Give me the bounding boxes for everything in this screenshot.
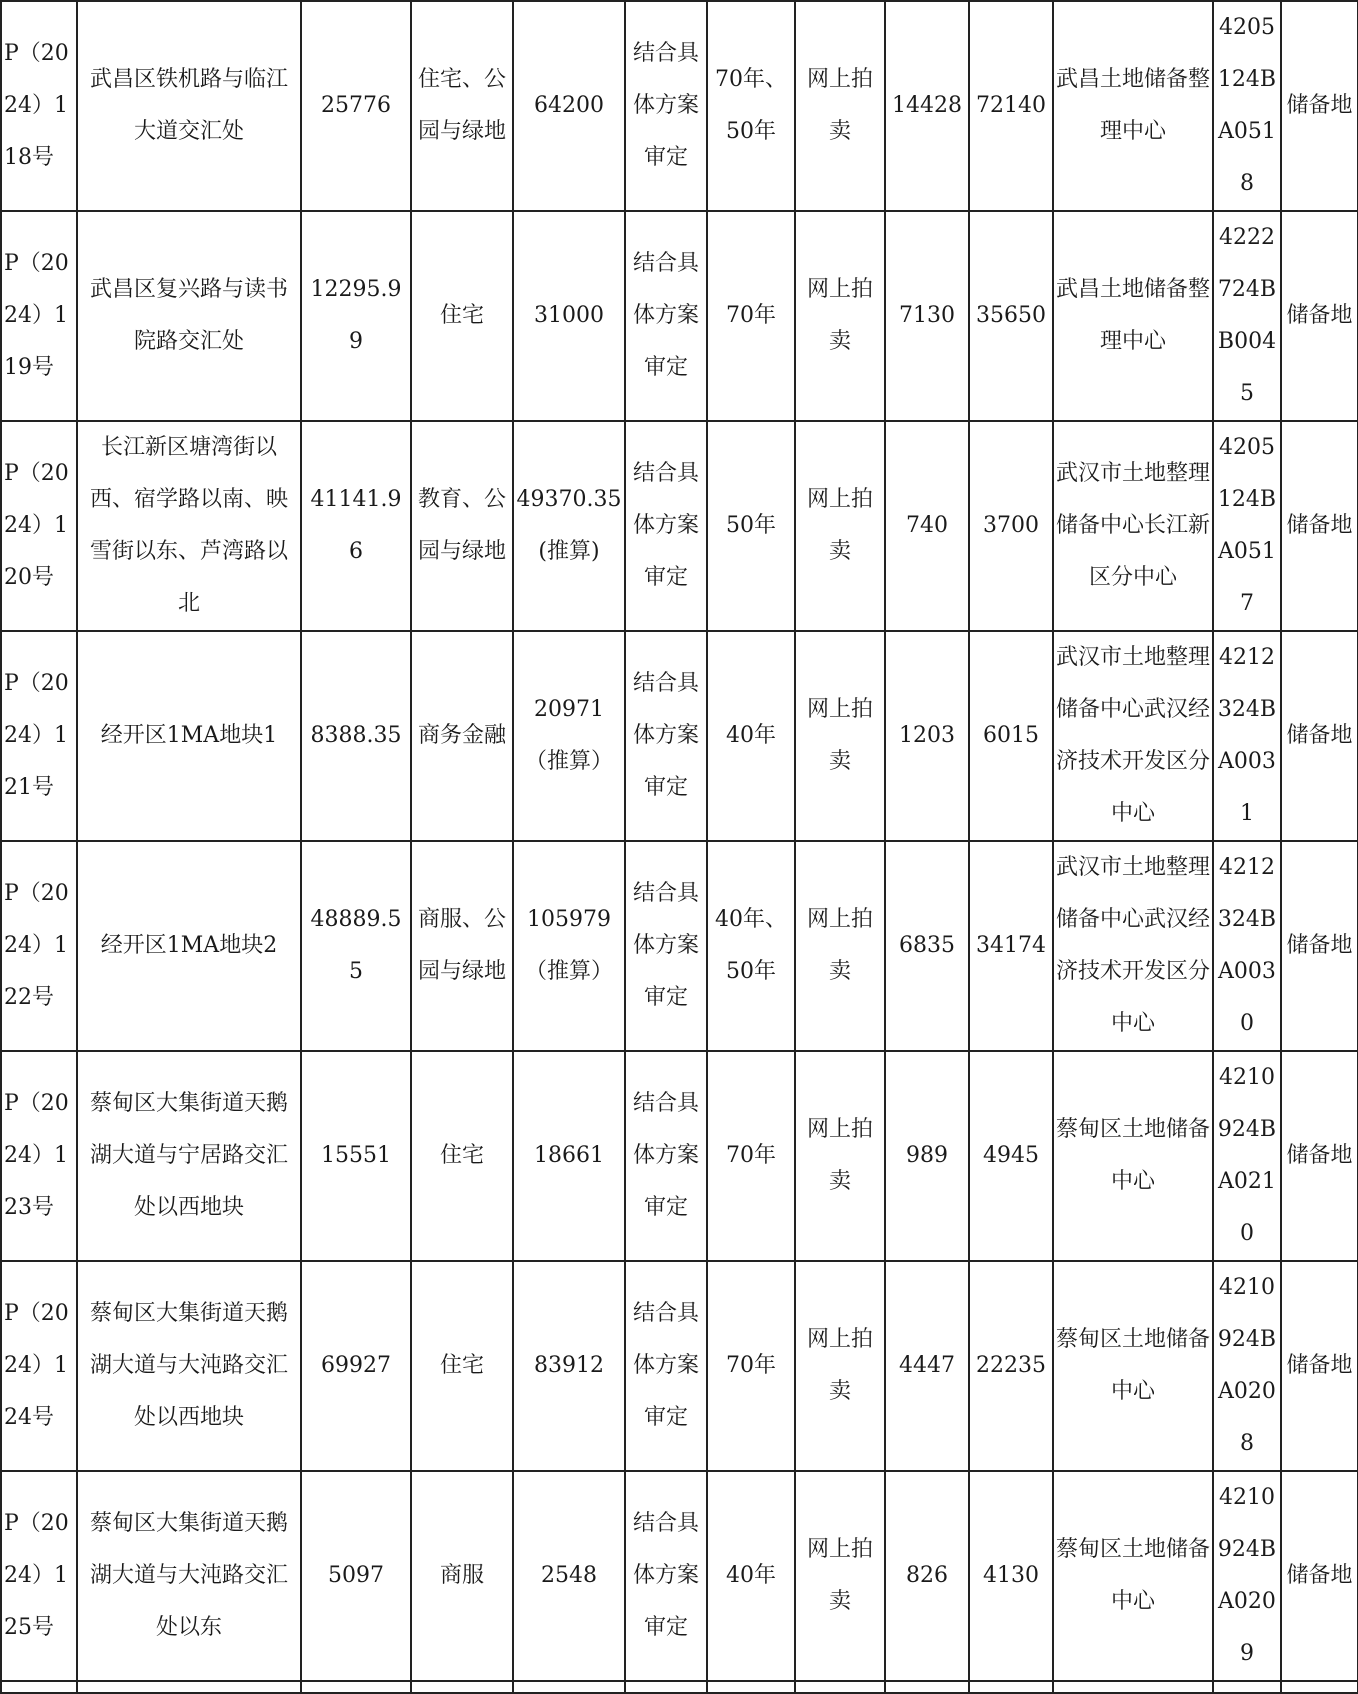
land-type-cell: 储备地 bbox=[1281, 1051, 1358, 1261]
area-cell: 41141.96 bbox=[301, 421, 411, 631]
empty-cell bbox=[1, 1681, 77, 1693]
empty-cell bbox=[411, 1681, 513, 1693]
area-cell: 15551 bbox=[301, 1051, 411, 1261]
land-code-cell: 4210924BA0208 bbox=[1213, 1261, 1281, 1471]
deposit-cell: 6015 bbox=[969, 631, 1053, 841]
planning-cell: 结合具体方案审定 bbox=[625, 1051, 707, 1261]
planning-cell: 结合具体方案审定 bbox=[625, 1261, 707, 1471]
area-cell: 48889.55 bbox=[301, 841, 411, 1051]
location-cell: 武昌区复兴路与读书院路交汇处 bbox=[77, 211, 301, 421]
table-row bbox=[1, 1261, 1358, 1471]
location-cell: 长江新区塘湾街以西、宿学路以南、映雪街以东、芦湾路以北 bbox=[77, 421, 301, 631]
land-code-cell: 4212324BA0031 bbox=[1213, 631, 1281, 841]
table-row bbox=[1, 1, 1358, 211]
land-use-cell: 住宅 bbox=[411, 211, 513, 421]
term-cell: 70年 bbox=[707, 1051, 795, 1261]
deposit-cell: 35650 bbox=[969, 211, 1053, 421]
planning-cell: 结合具体方案审定 bbox=[625, 841, 707, 1051]
land-code-cell: 4210924BA0209 bbox=[1213, 1471, 1281, 1681]
table-row bbox=[1, 211, 1358, 421]
empty-cell bbox=[1281, 1681, 1358, 1693]
agency-cell: 武昌土地储备整理中心 bbox=[1053, 1, 1213, 211]
empty-cell bbox=[301, 1681, 411, 1693]
floor-area-cell: 105979（推算） bbox=[513, 841, 625, 1051]
empty-cell bbox=[1213, 1681, 1281, 1693]
term-cell: 70年、50年 bbox=[707, 1, 795, 211]
term-cell: 40年 bbox=[707, 631, 795, 841]
location-cell: 蔡甸区大集街道天鹅湖大道与大沌路交汇处以东 bbox=[77, 1471, 301, 1681]
method-cell: 网上拍卖 bbox=[795, 211, 885, 421]
agency-cell: 蔡甸区土地储备中心 bbox=[1053, 1471, 1213, 1681]
floor-area-cell: 49370.35(推算) bbox=[513, 421, 625, 631]
location-cell: 经开区1MA地块2 bbox=[77, 841, 301, 1051]
planning-cell: 结合具体方案审定 bbox=[625, 211, 707, 421]
land-use-cell: 教育、公园与绿地 bbox=[411, 421, 513, 631]
planning-cell: 结合具体方案审定 bbox=[625, 631, 707, 841]
area-cell: 8388.35 bbox=[301, 631, 411, 841]
table-row bbox=[1, 421, 1358, 631]
lot-number-cell: P（2024）121号 bbox=[1, 631, 77, 841]
deposit-cell: 34174 bbox=[969, 841, 1053, 1051]
land-use-cell: 商服、公园与绿地 bbox=[411, 841, 513, 1051]
method-cell: 网上拍卖 bbox=[795, 631, 885, 841]
method-cell: 网上拍卖 bbox=[795, 841, 885, 1051]
start-price-cell: 6835 bbox=[885, 841, 969, 1051]
location-cell: 蔡甸区大集街道天鹅湖大道与大沌路交汇处以西地块 bbox=[77, 1261, 301, 1471]
table-row-partial bbox=[1, 1681, 1358, 1693]
term-cell: 40年、50年 bbox=[707, 841, 795, 1051]
empty-cell bbox=[77, 1681, 301, 1693]
term-cell: 70年 bbox=[707, 211, 795, 421]
land-use-cell: 商服 bbox=[411, 1471, 513, 1681]
area-cell: 5097 bbox=[301, 1471, 411, 1681]
agency-cell: 武昌土地储备整理中心 bbox=[1053, 211, 1213, 421]
start-price-cell: 989 bbox=[885, 1051, 969, 1261]
start-price-cell: 740 bbox=[885, 421, 969, 631]
empty-cell bbox=[513, 1681, 625, 1693]
floor-area-cell: 20971（推算） bbox=[513, 631, 625, 841]
floor-area-cell: 64200 bbox=[513, 1, 625, 211]
term-cell: 50年 bbox=[707, 421, 795, 631]
floor-area-cell: 83912 bbox=[513, 1261, 625, 1471]
agency-cell: 武汉市土地整理储备中心武汉经济技术开发区分中心 bbox=[1053, 841, 1213, 1051]
deposit-cell: 4945 bbox=[969, 1051, 1053, 1261]
method-cell: 网上拍卖 bbox=[795, 1471, 885, 1681]
method-cell: 网上拍卖 bbox=[795, 1261, 885, 1471]
method-cell: 网上拍卖 bbox=[795, 421, 885, 631]
area-cell: 69927 bbox=[301, 1261, 411, 1471]
lot-number-cell: P（2024）120号 bbox=[1, 421, 77, 631]
table-row bbox=[1, 841, 1358, 1051]
empty-cell bbox=[795, 1681, 885, 1693]
planning-cell: 结合具体方案审定 bbox=[625, 1, 707, 211]
empty-cell bbox=[1053, 1681, 1213, 1693]
floor-area-cell: 31000 bbox=[513, 211, 625, 421]
location-cell: 武昌区铁机路与临江大道交汇处 bbox=[77, 1, 301, 211]
area-cell: 25776 bbox=[301, 1, 411, 211]
empty-cell bbox=[707, 1681, 795, 1693]
location-cell: 经开区1MA地块1 bbox=[77, 631, 301, 841]
empty-cell bbox=[969, 1681, 1053, 1693]
land-type-cell: 储备地 bbox=[1281, 421, 1358, 631]
lot-number-cell: P（2024）123号 bbox=[1, 1051, 77, 1261]
land-code-cell: 4205124BA0517 bbox=[1213, 421, 1281, 631]
land-use-cell: 住宅 bbox=[411, 1051, 513, 1261]
agency-cell: 武汉市土地整理储备中心长江新区分中心 bbox=[1053, 421, 1213, 631]
start-price-cell: 14428 bbox=[885, 1, 969, 211]
table-row bbox=[1, 1471, 1358, 1681]
term-cell: 70年 bbox=[707, 1261, 795, 1471]
start-price-cell: 4447 bbox=[885, 1261, 969, 1471]
deposit-cell: 72140 bbox=[969, 1, 1053, 211]
lot-number-cell: P（2024）124号 bbox=[1, 1261, 77, 1471]
land-type-cell: 储备地 bbox=[1281, 211, 1358, 421]
land-use-cell: 住宅、公园与绿地 bbox=[411, 1, 513, 211]
start-price-cell: 7130 bbox=[885, 211, 969, 421]
land-use-cell: 商务金融 bbox=[411, 631, 513, 841]
area-cell: 12295.99 bbox=[301, 211, 411, 421]
lot-number-cell: P（2024）122号 bbox=[1, 841, 77, 1051]
deposit-cell: 3700 bbox=[969, 421, 1053, 631]
lot-number-cell: P（2024）119号 bbox=[1, 211, 77, 421]
start-price-cell: 826 bbox=[885, 1471, 969, 1681]
planning-cell: 结合具体方案审定 bbox=[625, 1471, 707, 1681]
land-code-cell: 4210924BA0210 bbox=[1213, 1051, 1281, 1261]
table-row bbox=[1, 1051, 1358, 1261]
land-type-cell: 储备地 bbox=[1281, 1471, 1358, 1681]
land-type-cell: 储备地 bbox=[1281, 1, 1358, 211]
planning-cell: 结合具体方案审定 bbox=[625, 421, 707, 631]
method-cell: 网上拍卖 bbox=[795, 1051, 885, 1261]
land-code-cell: 4222724BB0045 bbox=[1213, 211, 1281, 421]
lot-number-cell: P（2024）125号 bbox=[1, 1471, 77, 1681]
start-price-cell: 1203 bbox=[885, 631, 969, 841]
location-cell: 蔡甸区大集街道天鹅湖大道与宁居路交汇处以西地块 bbox=[77, 1051, 301, 1261]
floor-area-cell: 18661 bbox=[513, 1051, 625, 1261]
empty-cell bbox=[885, 1681, 969, 1693]
agency-cell: 蔡甸区土地储备中心 bbox=[1053, 1261, 1213, 1471]
table-body bbox=[1, 1, 1358, 1693]
agency-cell: 武汉市土地整理储备中心武汉经济技术开发区分中心 bbox=[1053, 631, 1213, 841]
deposit-cell: 22235 bbox=[969, 1261, 1053, 1471]
land-code-cell: 4205124BA0518 bbox=[1213, 1, 1281, 211]
land-type-cell: 储备地 bbox=[1281, 841, 1358, 1051]
floor-area-cell: 2548 bbox=[513, 1471, 625, 1681]
land-type-cell: 储备地 bbox=[1281, 1261, 1358, 1471]
land-use-cell: 住宅 bbox=[411, 1261, 513, 1471]
agency-cell: 蔡甸区土地储备中心 bbox=[1053, 1051, 1213, 1261]
land-code-cell: 4212324BA0030 bbox=[1213, 841, 1281, 1051]
deposit-cell: 4130 bbox=[969, 1471, 1053, 1681]
empty-cell bbox=[625, 1681, 707, 1693]
table-row bbox=[1, 631, 1358, 841]
method-cell: 网上拍卖 bbox=[795, 1, 885, 211]
land-type-cell: 储备地 bbox=[1281, 631, 1358, 841]
term-cell: 40年 bbox=[707, 1471, 795, 1681]
lot-number-cell: P（2024）118号 bbox=[1, 1, 77, 211]
